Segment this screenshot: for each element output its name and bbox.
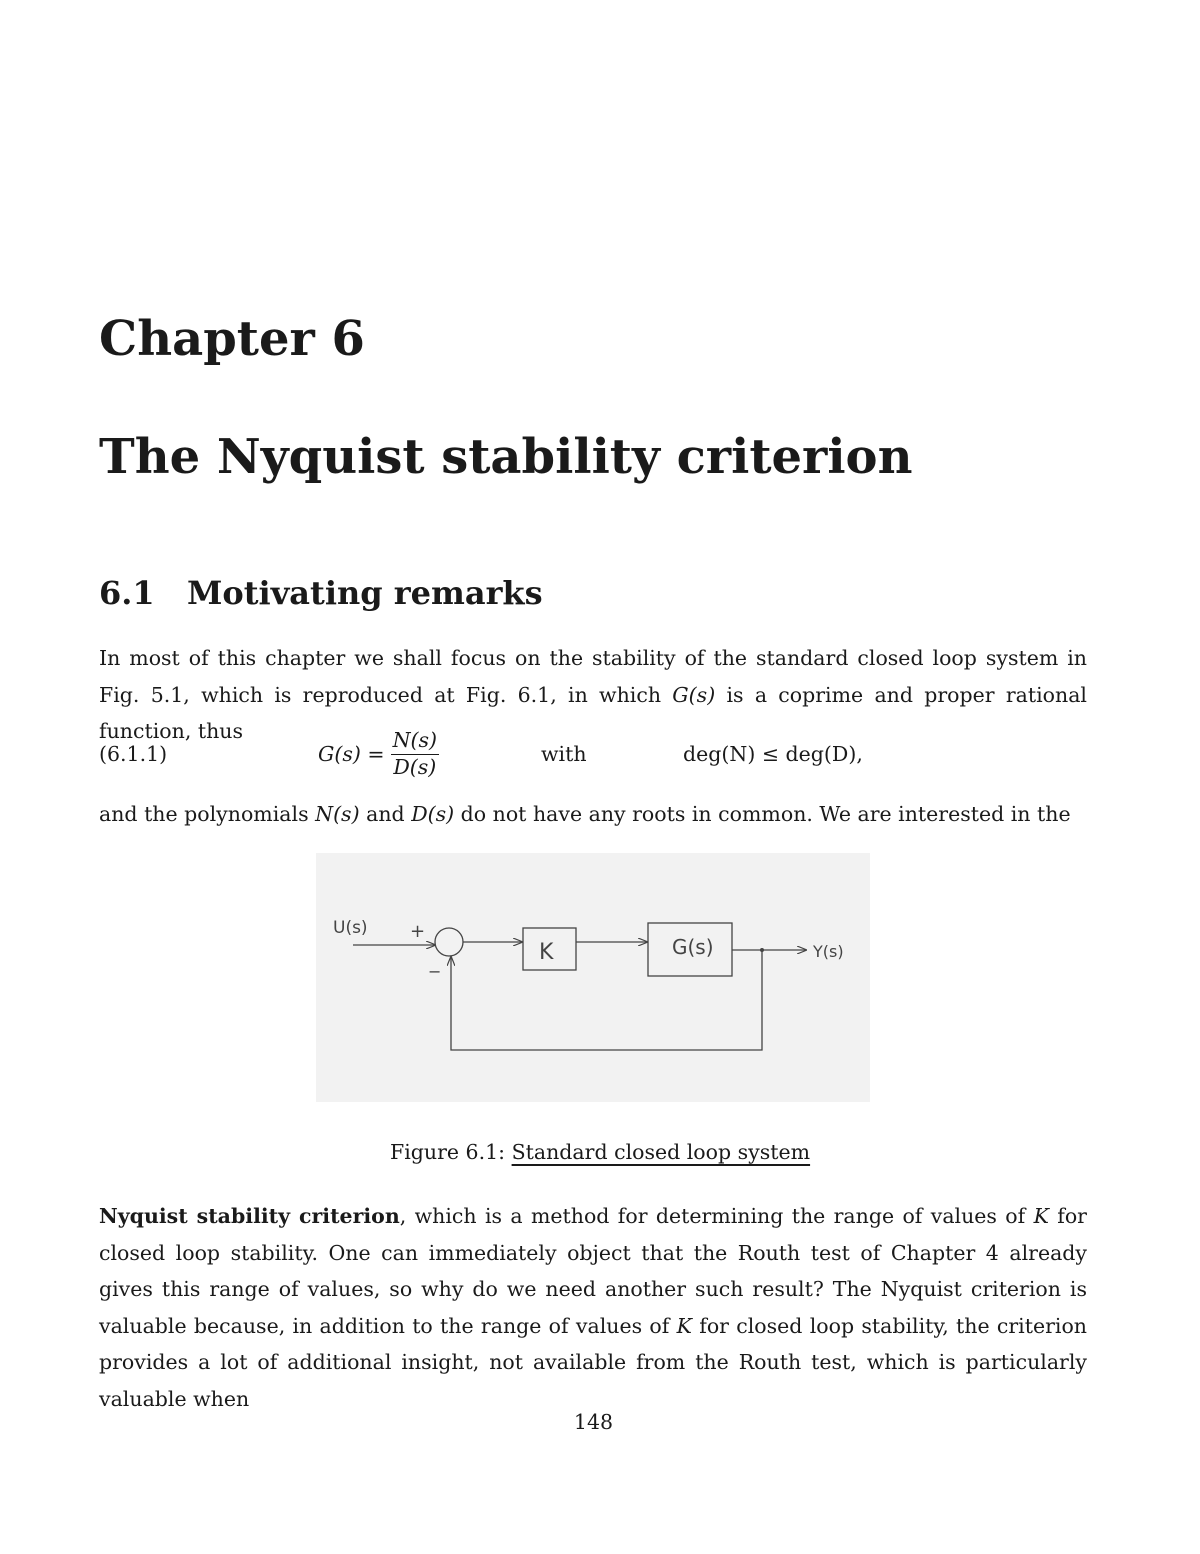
section-heading (99, 572, 543, 614)
chapter-title: The Nyquist stability criterion (99, 429, 913, 485)
paragraph-polynomials (99, 796, 1087, 833)
block-diagram-figure (316, 853, 870, 1102)
section-number: 6.1 (99, 574, 155, 612)
input-label: U(s) (333, 918, 368, 938)
paragraph-intro (99, 640, 1087, 750)
paragraph-text: and the polynomials (99, 802, 316, 826)
summing-junction (435, 928, 463, 956)
paragraph-text: In most of this chapter we shall focus on the stability of the standard closed loop system in Fig. 5.1, which is reproduced at Fig. 6.1, in which (99, 646, 1087, 707)
equation-fraction (391, 728, 439, 780)
paragraph-nyquist (99, 1198, 1087, 1417)
equation-number: (6.1.1) (99, 742, 168, 766)
equation-lhs: G(s) = (318, 742, 385, 766)
plant-label: G(s) (672, 935, 714, 959)
math-Gs: G(s) (672, 682, 716, 707)
equation-with: with (541, 742, 587, 766)
output-label: Y(s) (813, 942, 844, 961)
takeoff-point (760, 948, 764, 952)
equation-denominator: D(s) (393, 754, 437, 779)
equation-numerator: N(s) (391, 728, 439, 755)
feedback-path (451, 950, 762, 1050)
paragraph-text: for closed loop stability. One can immediately object that the Routh test of Chapter 4 already gives this range of values, so why do we need another such result? The Nyquist criterion is valuable because, in addition to the range of values of (99, 1204, 1087, 1338)
math-K: K (676, 1313, 692, 1338)
page-number: 148 (573, 1410, 614, 1434)
figure-caption (390, 1134, 810, 1170)
bold-term: Nyquist stability criterion (99, 1204, 400, 1228)
gain-label: K (539, 940, 554, 965)
plus-sign: + (410, 921, 426, 942)
paragraph-text: for closed loop stability, the criterion provides a lot of additional insight, not available from the Routh test, which is particularly valuable when (99, 1313, 1087, 1411)
block-diagram (316, 853, 870, 1102)
section-title: Motivating remarks (187, 574, 543, 612)
paragraph-text: do not have any roots in common. We are interested in the (454, 802, 1071, 826)
paragraph-text: , which is a method for determining the range of values of (399, 1204, 1034, 1228)
math-Ds: D(s) (411, 802, 455, 826)
math-K: K (1033, 1204, 1049, 1228)
paragraph-text: is a coprime and proper rational function, thus (99, 682, 1087, 743)
minus-sign: − (428, 962, 442, 981)
equation-formula (318, 718, 439, 790)
caption-prefix: Figure 6.1: (390, 1140, 506, 1164)
math-Ns: N(s) (315, 802, 360, 826)
paragraph-text: and (359, 802, 412, 826)
chapter-label: Chapter 6 (99, 311, 365, 367)
caption-link[interactable]: Standard closed loop system (511, 1140, 811, 1164)
equation-condition: deg(N) ≤ deg(D), (683, 742, 863, 766)
